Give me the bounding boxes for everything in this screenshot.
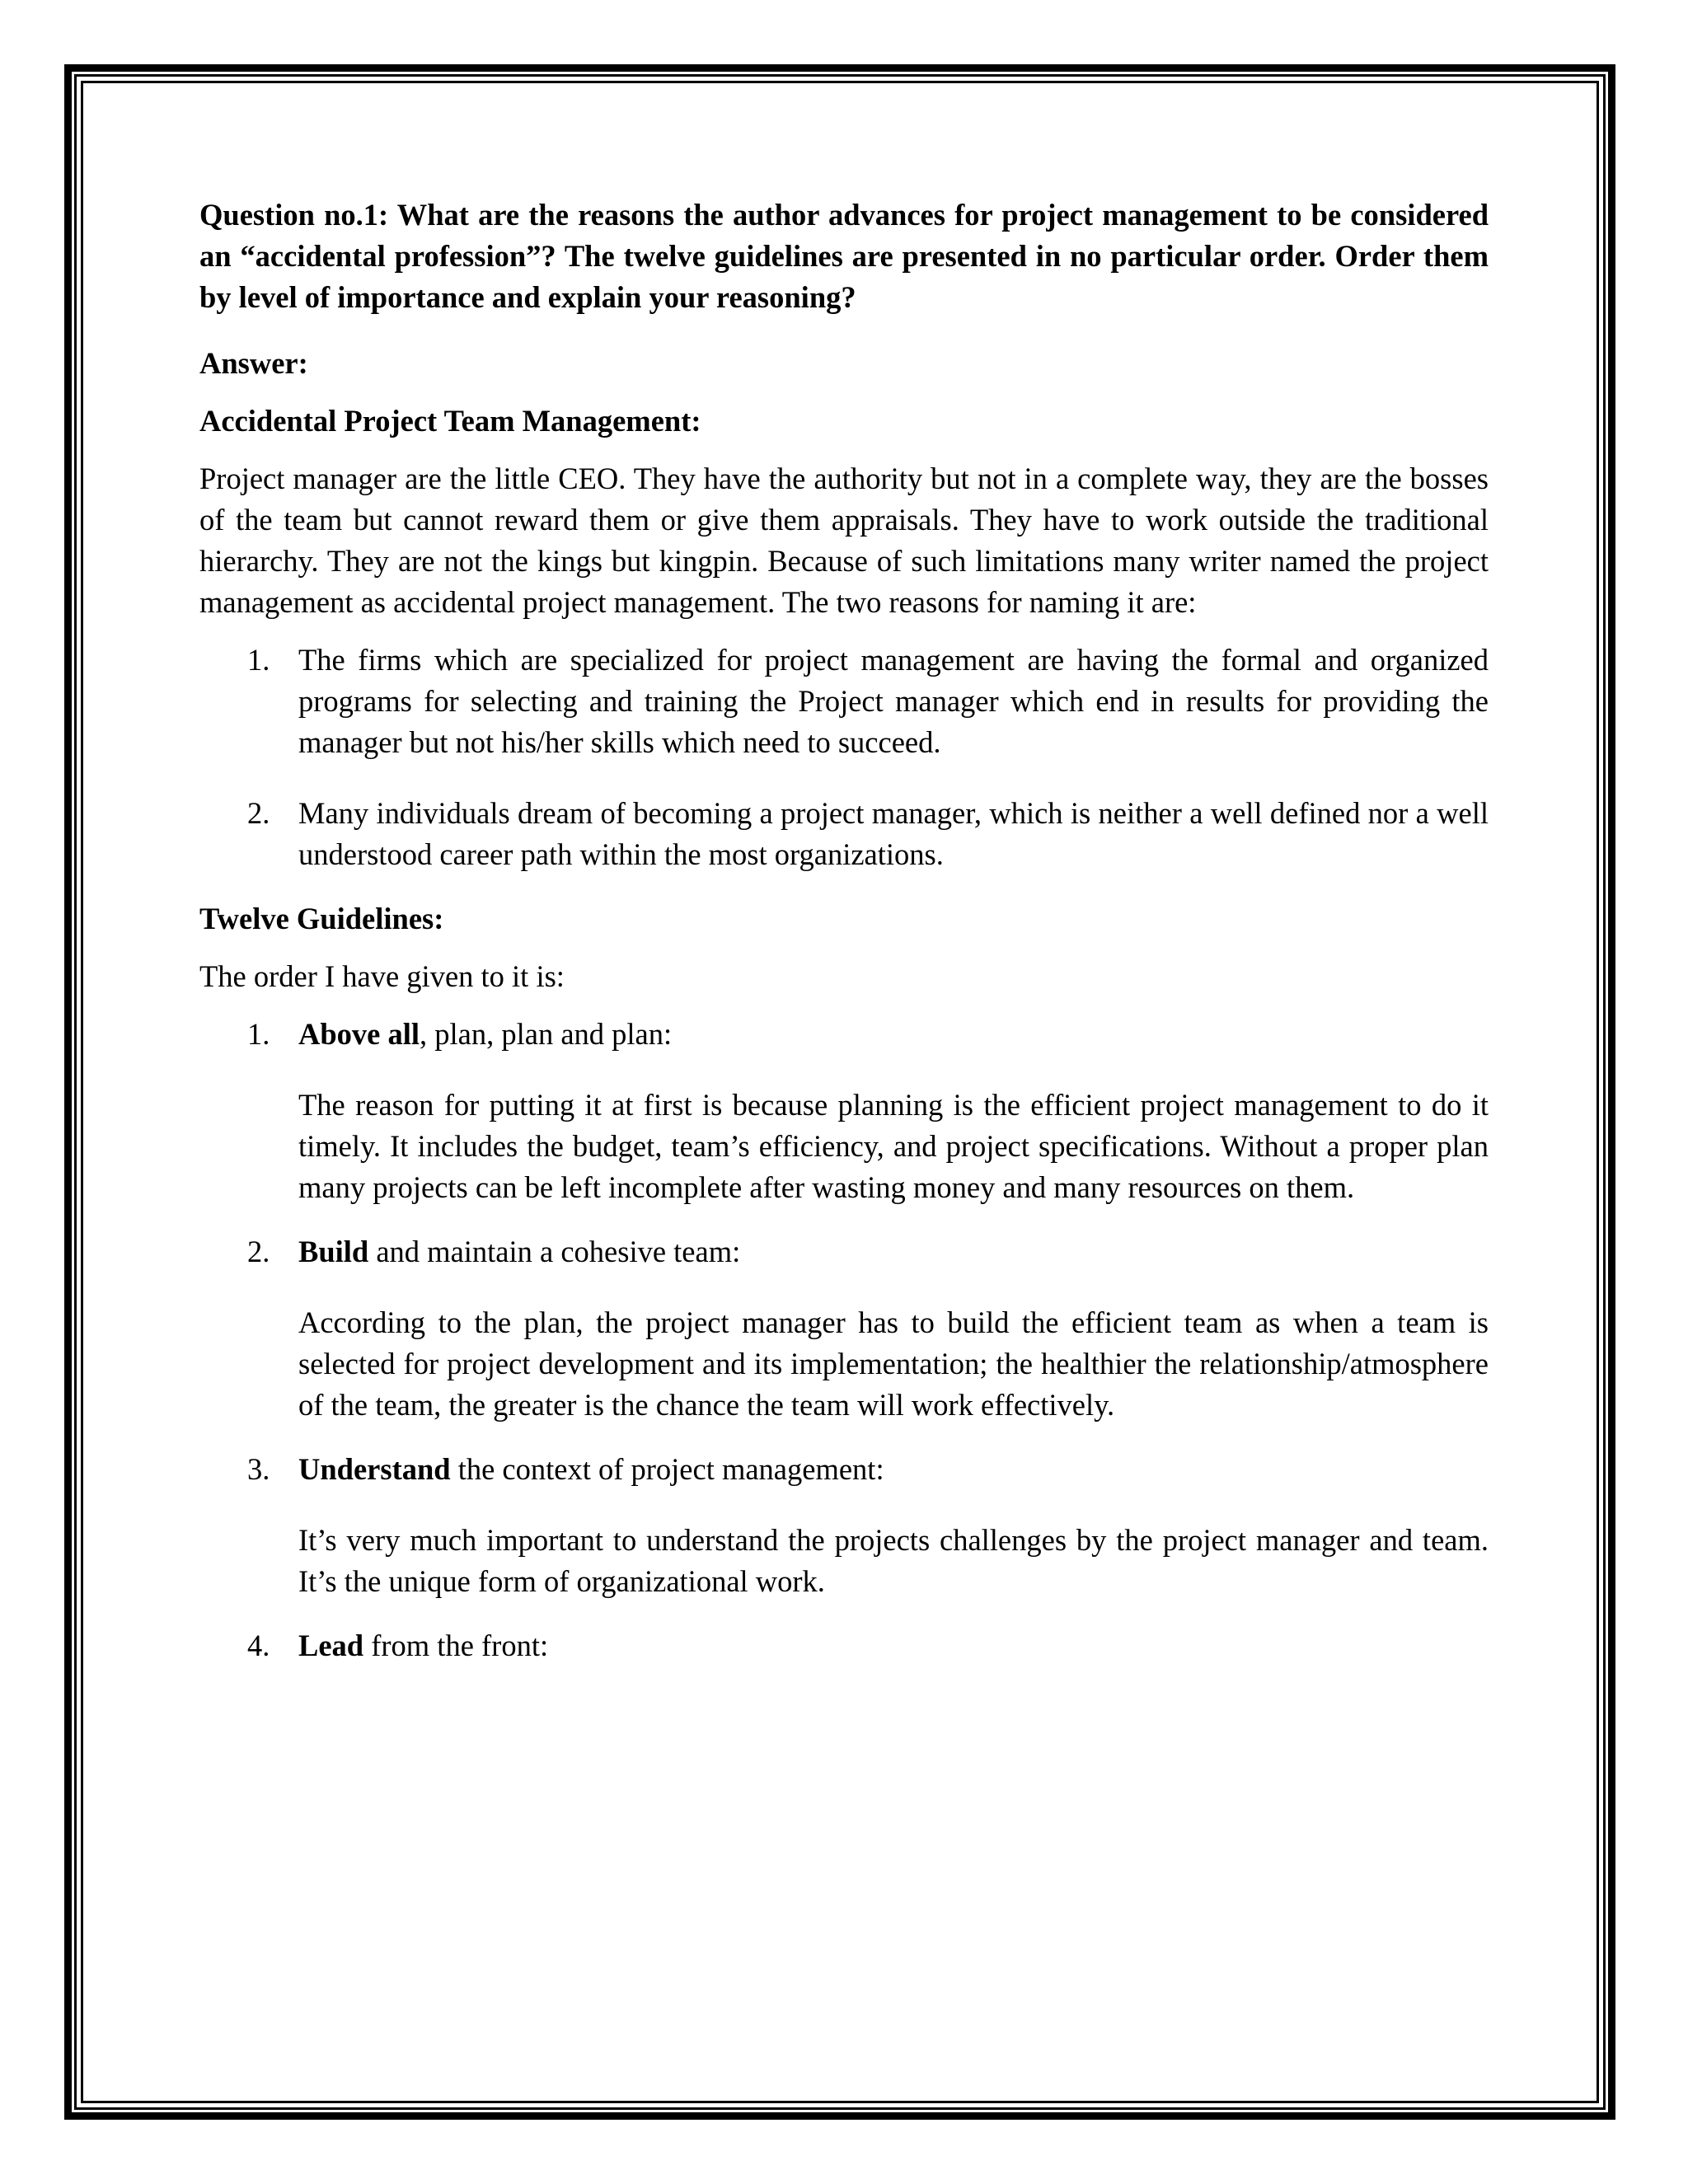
section-heading-guidelines: Twelve Guidelines: <box>199 902 444 935</box>
list-item <box>199 793 1489 875</box>
list-number: 3. <box>247 1452 270 1486</box>
reasons-list <box>199 640 1489 875</box>
guideline-title <box>298 1231 1489 1272</box>
list-item <box>199 1231 1489 1426</box>
guideline-title-rest: and maintain a cohesive team: <box>368 1235 741 1268</box>
guideline-title-bold: Lead <box>298 1629 364 1662</box>
section-paragraph-accidental: Project manager are the little CEO. They have the authority but not in a complete way, they are the bosses of the team but cannot reward them or give them appraisals. They have to work outside the traditional hierarchy. They are not the kings but kingpin. Because of such limitations many writer named the project management as accidental project management. The two reasons for naming it are: <box>199 462 1489 619</box>
list-item-text: Many individuals dream of becoming a project manager, which is neither a well defined nor a well understood career path within the most organizations. <box>298 796 1489 871</box>
guideline-title <box>298 1449 1489 1490</box>
list-item-text: The firms which are specialized for project management are having the formal and organized programs for selecting and training the Project manager which end in results for providing the manager but not his/her skills which need to succeed. <box>298 643 1489 759</box>
guideline-title <box>298 1014 1489 1055</box>
question-text: Question no.1: What are the reasons the author advances for project management to be considered an “accidental profession”? The twelve guidelines are presented in no particular order. Order them by level of importance and explain your reasoning? <box>199 198 1489 314</box>
list-number: 1. <box>247 1017 270 1051</box>
list-number: 2. <box>247 796 270 830</box>
guideline-title <box>298 1625 1489 1666</box>
guideline-title-bold: Understand <box>298 1452 451 1486</box>
list-number: 2. <box>247 1235 270 1268</box>
guideline-title-rest: the context of project management: <box>450 1452 884 1486</box>
list-number: 1. <box>247 643 270 677</box>
document-body <box>199 194 1489 1696</box>
list-item <box>199 1625 1489 1666</box>
guideline-title-rest: from the front: <box>363 1629 549 1662</box>
guideline-body: It’s very much important to understand the projects challenges by the project manager and team. It’s the unique form of organizational work. <box>298 1523 1489 1598</box>
guideline-body: The reason for putting it at first is because planning is the efficient project management to do it timely. It includes the budget, team’s efficiency, and project specifications. Without a proper plan many projects can be left incomplete after wasting money and many resources on them. <box>298 1088 1489 1204</box>
guidelines-list <box>199 1014 1489 1666</box>
guideline-title-rest: , plan, plan and plan: <box>420 1017 673 1051</box>
guideline-title-bold: Above all <box>298 1017 420 1051</box>
list-item <box>199 1449 1489 1602</box>
guideline-title-bold: Build <box>298 1235 369 1268</box>
list-item <box>199 640 1489 763</box>
list-number: 4. <box>247 1629 270 1662</box>
guidelines-intro: The order I have given to it is: <box>199 959 565 993</box>
answer-heading: Answer: <box>199 346 308 380</box>
section-heading-accidental: Accidental Project Team Management: <box>199 404 701 438</box>
list-item <box>199 1014 1489 1208</box>
guideline-body: According to the plan, the project manager has to build the efficient team as when a team is selected for project development and its implementation; the healthier the relationship/atmosphere of the team, the greater is the chance the team will work effectively. <box>298 1305 1489 1422</box>
